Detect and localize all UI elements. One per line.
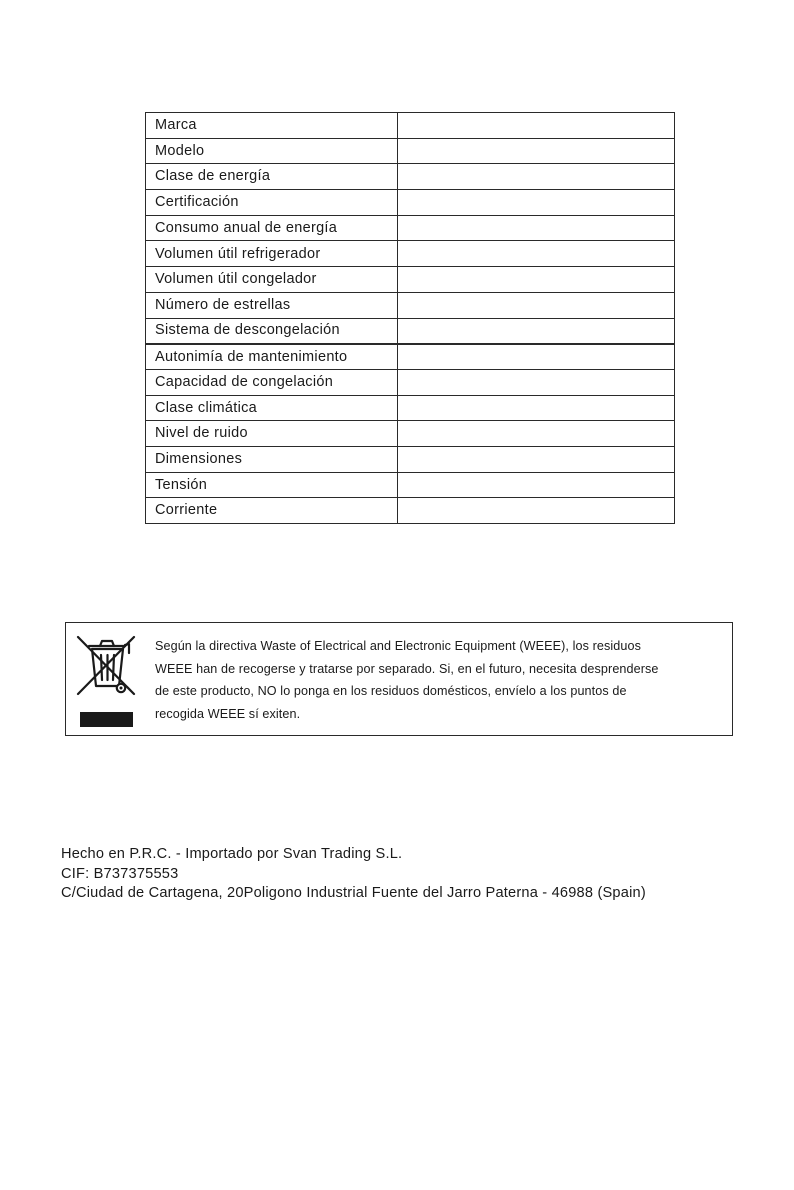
table-row [146, 215, 675, 241]
spec-label: Marca [146, 113, 398, 139]
table-row [146, 472, 675, 498]
weee-line: de este producto, NO lo ponga en los residuos domésticos, envíelo a los puntos de [155, 684, 627, 698]
table-row [146, 446, 675, 472]
spec-label: Dimensiones [146, 446, 398, 472]
table-row [146, 369, 675, 395]
spec-label: Volumen útil congelador [146, 267, 398, 293]
spec-label: Tensión [146, 472, 398, 498]
weee-line: Según la directiva Waste of Electrical and Electronic Equipment (WEEE), los residuos [155, 639, 642, 653]
spec-label: Volumen útil refrigerador [146, 241, 398, 267]
spec-label: Modelo [146, 138, 398, 164]
spec-value [398, 113, 675, 139]
spec-table [145, 112, 675, 524]
spec-value [398, 498, 675, 524]
spec-value [398, 446, 675, 472]
spec-value [398, 421, 675, 447]
spec-value [398, 344, 675, 370]
spec-value [398, 190, 675, 216]
table-row [146, 395, 675, 421]
spec-label: Autonimía de mantenimiento [146, 344, 398, 370]
spec-value [398, 318, 675, 344]
spec-label: Nivel de ruido [146, 421, 398, 447]
spec-value [398, 292, 675, 318]
spec-value [398, 215, 675, 241]
table-row [146, 498, 675, 524]
importer-info [61, 845, 646, 904]
table-row [146, 113, 675, 139]
spec-label: Certificación [146, 190, 398, 216]
crossed-out-wheelie-bin-icon [75, 633, 137, 697]
spec-label: Corriente [146, 498, 398, 524]
spec-label: Clase de energía [146, 164, 398, 190]
weee-line: WEEE han de recogerse y tratarse por separado. Si, en el futuro, necesita desprenderse [155, 661, 659, 676]
spec-value [398, 395, 675, 421]
table-row [146, 267, 675, 293]
spec-label: Clase climática [146, 395, 398, 421]
spec-value [398, 267, 675, 293]
spec-value [398, 472, 675, 498]
weee-line: recogida WEEE sí exiten. [155, 706, 301, 721]
table-row [146, 318, 675, 344]
table-row [146, 292, 675, 318]
table-row [146, 241, 675, 267]
weee-text [155, 635, 729, 725]
address-line: C/Ciudad de Cartagena, 20Poligono Industrial Fuente del Jarro Paterna - 46988 (Spain) [61, 885, 646, 901]
spec-value [398, 138, 675, 164]
table-row [146, 421, 675, 447]
table-row [146, 138, 675, 164]
table-row [146, 190, 675, 216]
table-row [146, 344, 675, 370]
weee-notice [65, 622, 733, 736]
spec-label: Sistema de descongelación [146, 318, 398, 344]
spec-label: Capacidad de congelación [146, 369, 398, 395]
spec-label: Consumo anual de energía [146, 215, 398, 241]
spec-value [398, 369, 675, 395]
cif-line: CIF: B737375553 [61, 865, 179, 882]
weee-bar [80, 712, 133, 727]
spec-value [398, 164, 675, 190]
spec-label: Número de estrellas [146, 292, 398, 318]
spec-value [398, 241, 675, 267]
table-row [146, 164, 675, 190]
origin-line: Hecho en P.R.C. - Importado por Svan Trading S.L. [61, 846, 403, 862]
